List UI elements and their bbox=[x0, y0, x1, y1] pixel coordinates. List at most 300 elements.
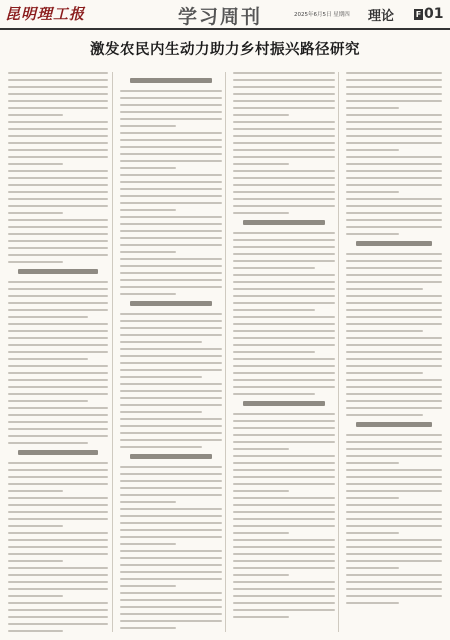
text-line bbox=[346, 448, 442, 450]
text-line bbox=[120, 515, 222, 517]
text-line bbox=[8, 226, 108, 228]
text-line bbox=[120, 383, 222, 385]
text-line bbox=[233, 567, 335, 569]
text-line bbox=[120, 313, 222, 315]
text-line bbox=[346, 595, 442, 597]
text-line bbox=[233, 525, 335, 527]
text-line bbox=[346, 546, 442, 548]
text-line bbox=[8, 309, 108, 311]
text-line bbox=[120, 195, 222, 197]
text-line bbox=[233, 246, 335, 248]
page-number-value: 01 bbox=[424, 6, 444, 22]
text-line bbox=[233, 267, 315, 269]
text-line bbox=[120, 209, 176, 211]
text-line bbox=[346, 588, 442, 590]
text-line bbox=[120, 494, 222, 496]
text-line bbox=[8, 553, 108, 555]
text-line bbox=[120, 473, 222, 475]
text-line bbox=[346, 309, 442, 311]
text-line bbox=[8, 191, 108, 193]
text-line bbox=[233, 177, 335, 179]
text-line bbox=[346, 372, 423, 374]
text-line bbox=[8, 546, 108, 548]
text-column bbox=[233, 72, 335, 632]
text-line bbox=[8, 219, 108, 221]
text-line bbox=[346, 253, 442, 255]
text-line bbox=[120, 118, 222, 120]
text-line bbox=[346, 379, 442, 381]
text-line bbox=[346, 212, 442, 214]
text-line bbox=[346, 260, 442, 262]
text-line bbox=[120, 348, 222, 350]
text-line bbox=[346, 288, 423, 290]
text-line bbox=[346, 344, 442, 346]
text-line bbox=[8, 567, 108, 569]
text-line bbox=[120, 578, 222, 580]
text-line bbox=[346, 163, 442, 165]
section-subheading bbox=[243, 401, 325, 406]
text-line bbox=[233, 114, 289, 116]
text-line bbox=[120, 216, 222, 218]
text-line bbox=[346, 490, 442, 492]
text-line bbox=[233, 455, 335, 457]
masthead bbox=[0, 0, 450, 30]
text-line bbox=[346, 400, 442, 402]
text-line bbox=[233, 581, 335, 583]
text-line bbox=[346, 386, 442, 388]
text-line bbox=[346, 483, 442, 485]
text-line bbox=[233, 490, 289, 492]
text-line bbox=[346, 525, 442, 527]
text-line bbox=[8, 462, 108, 464]
text-line bbox=[120, 599, 222, 601]
text-line bbox=[120, 265, 222, 267]
text-line bbox=[233, 393, 315, 395]
text-line bbox=[233, 205, 335, 207]
text-line bbox=[8, 316, 88, 318]
text-line bbox=[233, 344, 335, 346]
text-line bbox=[120, 174, 222, 176]
text-line bbox=[346, 177, 442, 179]
text-line bbox=[233, 372, 335, 374]
page-number bbox=[414, 5, 444, 23]
text-line bbox=[233, 295, 335, 297]
text-line bbox=[233, 274, 335, 276]
text-line bbox=[233, 212, 289, 214]
text-line bbox=[8, 609, 108, 611]
text-line bbox=[346, 302, 442, 304]
text-line bbox=[120, 418, 222, 420]
text-line bbox=[233, 72, 335, 74]
text-line bbox=[346, 414, 423, 416]
text-line bbox=[233, 609, 335, 611]
text-line bbox=[346, 393, 442, 395]
section-subheading bbox=[356, 241, 432, 246]
text-line bbox=[120, 620, 222, 622]
text-line bbox=[120, 613, 222, 615]
text-line bbox=[8, 630, 63, 632]
text-line bbox=[233, 504, 335, 506]
text-line bbox=[120, 341, 202, 343]
text-line bbox=[8, 428, 108, 430]
text-line bbox=[346, 274, 442, 276]
text-line bbox=[233, 427, 335, 429]
text-line bbox=[233, 232, 335, 234]
text-line bbox=[8, 100, 108, 102]
text-line bbox=[233, 302, 335, 304]
text-line bbox=[8, 344, 108, 346]
text-line bbox=[233, 135, 335, 137]
text-line bbox=[120, 557, 222, 559]
text-line bbox=[346, 455, 442, 457]
text-line bbox=[233, 281, 335, 283]
text-line bbox=[346, 602, 399, 604]
text-column bbox=[120, 72, 222, 632]
text-line bbox=[8, 163, 63, 165]
text-line bbox=[120, 404, 222, 406]
text-line bbox=[233, 553, 335, 555]
text-line bbox=[120, 327, 222, 329]
text-line bbox=[8, 483, 108, 485]
text-line bbox=[8, 497, 108, 499]
text-line bbox=[120, 536, 222, 538]
text-line bbox=[233, 518, 335, 520]
text-line bbox=[8, 539, 108, 541]
text-line bbox=[346, 121, 442, 123]
text-line bbox=[346, 511, 442, 513]
text-line bbox=[346, 504, 442, 506]
page-prefix: F bbox=[415, 9, 422, 19]
text-line bbox=[120, 571, 222, 573]
text-line bbox=[8, 400, 88, 402]
section-subheading bbox=[18, 450, 98, 455]
text-line bbox=[120, 244, 222, 246]
text-line bbox=[8, 602, 108, 604]
text-line bbox=[8, 421, 108, 423]
text-line bbox=[346, 93, 442, 95]
text-line bbox=[8, 476, 108, 478]
text-line bbox=[8, 518, 108, 520]
text-line bbox=[8, 128, 108, 130]
text-line bbox=[233, 184, 335, 186]
text-line bbox=[233, 337, 335, 339]
text-line bbox=[346, 407, 442, 409]
text-line bbox=[120, 125, 176, 127]
text-line bbox=[346, 205, 442, 207]
text-line bbox=[233, 413, 335, 415]
issue-date: 2025年6月5日 星期四 bbox=[294, 12, 350, 18]
text-line bbox=[8, 135, 108, 137]
text-line bbox=[233, 434, 335, 436]
text-line bbox=[233, 121, 335, 123]
text-line bbox=[8, 407, 108, 409]
text-line bbox=[8, 365, 108, 367]
text-line bbox=[8, 595, 63, 597]
text-line bbox=[120, 132, 222, 134]
text-line bbox=[120, 627, 176, 629]
text-line bbox=[346, 142, 442, 144]
text-column bbox=[346, 72, 442, 632]
text-line bbox=[8, 170, 108, 172]
text-line bbox=[233, 365, 335, 367]
text-line bbox=[120, 334, 222, 336]
text-line bbox=[233, 239, 335, 241]
text-line bbox=[233, 483, 335, 485]
text-line bbox=[346, 539, 442, 541]
text-line bbox=[346, 330, 423, 332]
text-line bbox=[346, 226, 442, 228]
text-line bbox=[120, 480, 222, 482]
text-line bbox=[233, 260, 335, 262]
text-line bbox=[120, 111, 222, 113]
text-line bbox=[8, 149, 108, 151]
text-line bbox=[346, 462, 399, 464]
text-line bbox=[346, 219, 442, 221]
text-line bbox=[8, 469, 108, 471]
text-line bbox=[120, 139, 222, 141]
text-line bbox=[8, 379, 108, 381]
text-line bbox=[233, 351, 315, 353]
text-line bbox=[346, 107, 399, 109]
text-line bbox=[8, 93, 108, 95]
text-line bbox=[233, 602, 335, 604]
text-line bbox=[120, 564, 222, 566]
text-line bbox=[346, 281, 442, 283]
text-line bbox=[346, 170, 442, 172]
text-line bbox=[120, 223, 222, 225]
text-line bbox=[233, 79, 335, 81]
section-subheading bbox=[130, 78, 212, 83]
newspaper-logo: 昆明理工报 bbox=[5, 5, 86, 23]
text-line bbox=[120, 355, 222, 357]
text-line bbox=[346, 553, 442, 555]
text-line bbox=[8, 435, 108, 437]
section-tag: 理论 bbox=[368, 9, 395, 24]
section-subheading bbox=[18, 269, 98, 274]
text-line bbox=[8, 393, 108, 395]
text-line bbox=[8, 574, 108, 576]
text-line bbox=[120, 202, 222, 204]
text-line bbox=[233, 476, 335, 478]
text-line bbox=[233, 588, 335, 590]
text-line bbox=[120, 585, 176, 587]
text-column bbox=[8, 72, 108, 632]
article-body bbox=[8, 72, 442, 632]
text-line bbox=[233, 288, 335, 290]
text-line bbox=[346, 233, 399, 235]
text-line bbox=[233, 448, 289, 450]
text-line bbox=[120, 501, 176, 503]
text-line bbox=[346, 581, 442, 583]
text-line bbox=[120, 390, 222, 392]
text-line bbox=[8, 330, 108, 332]
text-line bbox=[8, 107, 108, 109]
text-line bbox=[233, 170, 335, 172]
text-line bbox=[120, 146, 222, 148]
text-line bbox=[346, 560, 442, 562]
text-line bbox=[120, 466, 222, 468]
text-line bbox=[233, 107, 335, 109]
text-line bbox=[8, 233, 108, 235]
section-subheading bbox=[243, 220, 325, 225]
text-line bbox=[346, 156, 442, 158]
text-line bbox=[233, 142, 335, 144]
text-line bbox=[233, 198, 335, 200]
text-line bbox=[120, 293, 176, 295]
text-line bbox=[8, 532, 108, 534]
text-line bbox=[8, 302, 108, 304]
text-line bbox=[120, 230, 222, 232]
section-subheading bbox=[356, 422, 432, 427]
text-line bbox=[120, 487, 222, 489]
text-line bbox=[8, 623, 108, 625]
text-line bbox=[346, 316, 442, 318]
text-line bbox=[346, 198, 442, 200]
text-line bbox=[8, 247, 108, 249]
text-line bbox=[8, 240, 108, 242]
text-line bbox=[120, 237, 222, 239]
text-line bbox=[346, 149, 399, 151]
text-line bbox=[120, 369, 222, 371]
text-line bbox=[8, 616, 108, 618]
text-line bbox=[8, 511, 108, 513]
text-line bbox=[120, 411, 202, 413]
section-name: 学习周刊 bbox=[178, 6, 263, 28]
text-line bbox=[346, 295, 442, 297]
text-line bbox=[120, 508, 222, 510]
text-line bbox=[8, 156, 108, 158]
text-line bbox=[346, 128, 442, 130]
text-line bbox=[233, 330, 335, 332]
text-line bbox=[120, 181, 222, 183]
text-line bbox=[346, 518, 442, 520]
text-line bbox=[8, 490, 63, 492]
text-line bbox=[346, 72, 442, 74]
text-line bbox=[346, 365, 442, 367]
text-line bbox=[346, 86, 442, 88]
text-line bbox=[8, 588, 108, 590]
text-line bbox=[120, 606, 222, 608]
text-line bbox=[346, 476, 442, 478]
text-line bbox=[8, 86, 108, 88]
text-line bbox=[233, 532, 289, 534]
text-line bbox=[233, 539, 335, 541]
text-line bbox=[8, 525, 63, 527]
text-line bbox=[8, 212, 63, 214]
text-line bbox=[8, 177, 108, 179]
text-line bbox=[120, 432, 222, 434]
text-line bbox=[233, 574, 289, 576]
text-line bbox=[346, 497, 399, 499]
text-line bbox=[346, 441, 442, 443]
text-line bbox=[120, 592, 222, 594]
text-line bbox=[120, 90, 222, 92]
text-line bbox=[8, 184, 108, 186]
text-line bbox=[233, 358, 335, 360]
text-line bbox=[233, 100, 335, 102]
text-line bbox=[8, 281, 108, 283]
text-line bbox=[233, 128, 335, 130]
text-line bbox=[233, 441, 335, 443]
text-line bbox=[233, 420, 335, 422]
text-line bbox=[346, 469, 442, 471]
text-line bbox=[8, 114, 63, 116]
text-line bbox=[346, 532, 399, 534]
text-line bbox=[120, 397, 222, 399]
text-line bbox=[233, 163, 289, 165]
text-line bbox=[346, 434, 442, 436]
text-line bbox=[233, 316, 335, 318]
text-line bbox=[120, 97, 222, 99]
text-line bbox=[8, 261, 63, 263]
text-line bbox=[120, 153, 222, 155]
text-line bbox=[8, 205, 108, 207]
text-line bbox=[120, 543, 176, 545]
text-line bbox=[8, 560, 63, 562]
text-line bbox=[120, 258, 222, 260]
text-line bbox=[120, 286, 222, 288]
text-line bbox=[120, 104, 222, 106]
text-line bbox=[120, 425, 222, 427]
text-line bbox=[8, 581, 108, 583]
text-line bbox=[8, 442, 88, 444]
text-line bbox=[8, 79, 108, 81]
text-line bbox=[233, 511, 335, 513]
text-line bbox=[8, 142, 108, 144]
text-line bbox=[120, 550, 222, 552]
text-line bbox=[120, 160, 222, 162]
text-line bbox=[120, 188, 222, 190]
text-line bbox=[8, 351, 108, 353]
text-line bbox=[8, 254, 108, 256]
text-line bbox=[346, 358, 442, 360]
text-line bbox=[346, 79, 442, 81]
text-line bbox=[233, 149, 335, 151]
text-line bbox=[120, 279, 222, 281]
text-line bbox=[8, 72, 108, 74]
text-line bbox=[120, 376, 202, 378]
text-line bbox=[120, 362, 222, 364]
text-line bbox=[8, 323, 108, 325]
text-line bbox=[346, 323, 442, 325]
text-line bbox=[120, 320, 222, 322]
text-line bbox=[233, 86, 335, 88]
text-line bbox=[233, 462, 335, 464]
text-line bbox=[233, 497, 335, 499]
text-line bbox=[8, 337, 108, 339]
text-line bbox=[8, 386, 108, 388]
text-line bbox=[233, 469, 335, 471]
text-line bbox=[120, 522, 222, 524]
text-line bbox=[346, 337, 442, 339]
article-headline: 激发农民内生动力助力乡村振兴路径研究 bbox=[90, 42, 360, 58]
section-subheading bbox=[130, 454, 212, 459]
text-line bbox=[346, 135, 442, 137]
text-line bbox=[233, 386, 335, 388]
section-subheading bbox=[130, 301, 212, 306]
text-line bbox=[233, 616, 289, 618]
text-line bbox=[120, 272, 222, 274]
text-line bbox=[233, 595, 335, 597]
text-line bbox=[8, 504, 108, 506]
text-line bbox=[120, 251, 176, 253]
text-line bbox=[233, 191, 335, 193]
text-line bbox=[233, 156, 335, 158]
text-line bbox=[8, 414, 108, 416]
text-line bbox=[233, 546, 335, 548]
text-line bbox=[346, 567, 399, 569]
text-line bbox=[346, 100, 442, 102]
